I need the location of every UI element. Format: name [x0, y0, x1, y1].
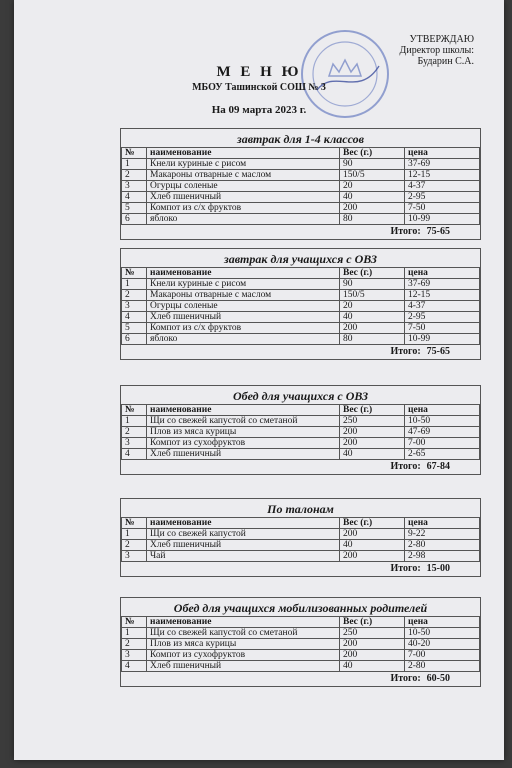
menu-section — [120, 498, 481, 577]
column-header-weight: Вес (г.) — [340, 518, 405, 529]
table-row — [122, 170, 480, 181]
column-header-no: № — [122, 518, 147, 529]
dish-weight: 200 — [340, 650, 405, 661]
column-header-price: цена — [405, 617, 480, 628]
dish-weight: 40 — [340, 312, 405, 323]
menu-section — [120, 248, 481, 360]
table-row — [122, 334, 480, 345]
dish-price: 10-99 — [405, 214, 480, 225]
dish-weight: 40 — [340, 540, 405, 551]
row-number: 6 — [122, 334, 147, 345]
table-row — [122, 203, 480, 214]
column-header-weight: Вес (г.) — [340, 148, 405, 159]
dish-weight: 150/5 — [340, 290, 405, 301]
total-label: Итого: — [390, 461, 421, 472]
table-header-row — [122, 148, 480, 159]
column-header-weight: Вес (г.) — [340, 268, 405, 279]
school-name: МБОУ Ташинской СОШ № 3 — [192, 82, 326, 93]
menu-table — [121, 616, 480, 672]
dish-weight: 200 — [340, 203, 405, 214]
dish-weight: 200 — [340, 438, 405, 449]
table-row — [122, 551, 480, 562]
dish-price: 12-15 — [405, 290, 480, 301]
total-label: Итого: — [390, 226, 421, 237]
section-title: По талонам — [267, 502, 334, 516]
dish-name: Макароны отварные с маслом — [147, 170, 340, 181]
row-number: 4 — [122, 661, 147, 672]
section-title: завтрак для учащихся с ОВЗ — [224, 252, 377, 266]
row-number: 4 — [122, 192, 147, 203]
dish-price: 37-69 — [405, 159, 480, 170]
total-value: 60-50 — [426, 673, 450, 684]
column-header-price: цена — [405, 268, 480, 279]
dish-name: Хлеб пшеничный — [147, 540, 340, 551]
dish-price: 2-95 — [405, 192, 480, 203]
dish-name: Хлеб пшеничный — [147, 312, 340, 323]
dish-price: 10-50 — [405, 416, 480, 427]
dish-weight: 90 — [340, 279, 405, 290]
dish-price: 47-69 — [405, 427, 480, 438]
column-header-name: наименование — [147, 617, 340, 628]
row-number: 3 — [122, 650, 147, 661]
row-number: 2 — [122, 540, 147, 551]
dish-price: 2-80 — [405, 540, 480, 551]
table-row — [122, 438, 480, 449]
dish-weight: 200 — [340, 323, 405, 334]
dish-price: 37-69 — [405, 279, 480, 290]
dish-price: 4-37 — [405, 301, 480, 312]
table-row — [122, 192, 480, 203]
menu-section — [120, 128, 481, 240]
dish-price: 40-20 — [405, 639, 480, 650]
section-title: завтрак для 1-4 классов — [237, 132, 364, 146]
table-row — [122, 323, 480, 334]
dish-name: яблоко — [147, 334, 340, 345]
dish-price: 7-50 — [405, 323, 480, 334]
section-total — [121, 225, 480, 239]
approval-position: Директор школы: — [399, 45, 474, 56]
table-header-row — [122, 405, 480, 416]
table-header-row — [122, 617, 480, 628]
dish-name: Чай — [147, 551, 340, 562]
row-number: 3 — [122, 551, 147, 562]
approval-block — [400, 34, 474, 67]
column-header-name: наименование — [147, 405, 340, 416]
row-number: 6 — [122, 214, 147, 225]
row-number: 2 — [122, 427, 147, 438]
row-number: 1 — [122, 628, 147, 639]
menu-table — [121, 147, 480, 225]
dish-weight: 80 — [340, 334, 405, 345]
dish-name: Щи со свежей капустой — [147, 529, 340, 540]
dish-weight: 90 — [340, 159, 405, 170]
column-header-price: цена — [405, 148, 480, 159]
dish-price: 2-65 — [405, 449, 480, 460]
dish-price: 2-98 — [405, 551, 480, 562]
column-header-no: № — [122, 617, 147, 628]
dish-price: 9-22 — [405, 529, 480, 540]
dish-price: 12-15 — [405, 170, 480, 181]
dish-weight: 80 — [340, 214, 405, 225]
table-row — [122, 661, 480, 672]
dish-weight: 200 — [340, 529, 405, 540]
section-total — [121, 460, 480, 474]
dish-weight: 150/5 — [340, 170, 405, 181]
dish-price: 10-99 — [405, 334, 480, 345]
dish-name: Щи со свежей капустой со сметаной — [147, 416, 340, 427]
column-header-name: наименование — [147, 518, 340, 529]
total-value: 67-84 — [426, 461, 450, 472]
dish-price: 7-00 — [405, 438, 480, 449]
column-header-no: № — [122, 148, 147, 159]
dish-weight: 40 — [340, 192, 405, 203]
table-row — [122, 290, 480, 301]
row-number: 2 — [122, 639, 147, 650]
dish-price: 4-37 — [405, 181, 480, 192]
table-row — [122, 540, 480, 551]
dish-weight: 250 — [340, 416, 405, 427]
row-number: 5 — [122, 203, 147, 214]
dish-price: 2-95 — [405, 312, 480, 323]
dish-name: Щи со свежей капустой со сметаной — [147, 628, 340, 639]
row-number: 1 — [122, 529, 147, 540]
column-header-no: № — [122, 405, 147, 416]
table-row — [122, 301, 480, 312]
column-header-no: № — [122, 268, 147, 279]
page-title: М Е Н Ю — [216, 64, 302, 80]
section-total — [121, 562, 480, 576]
row-number: 3 — [122, 181, 147, 192]
column-header-price: цена — [405, 518, 480, 529]
column-header-weight: Вес (г.) — [340, 617, 405, 628]
menu-document — [14, 0, 504, 760]
total-label: Итого: — [390, 346, 421, 357]
table-row — [122, 279, 480, 290]
table-row — [122, 628, 480, 639]
menu-date: На 09 марта 2023 г. — [211, 104, 307, 116]
dish-name: Хлеб пшеничный — [147, 192, 340, 203]
dish-price: 2-80 — [405, 661, 480, 672]
dish-name: Компот из с/х фруктов — [147, 323, 340, 334]
row-number: 2 — [122, 290, 147, 301]
dish-name: Макароны отварные с маслом — [147, 290, 340, 301]
table-row — [122, 650, 480, 661]
dish-price: 7-00 — [405, 650, 480, 661]
dish-weight: 200 — [340, 551, 405, 562]
dish-weight: 20 — [340, 181, 405, 192]
menu-table — [121, 517, 480, 562]
menu-table — [121, 404, 480, 460]
total-value: 15-00 — [426, 563, 450, 574]
table-row — [122, 449, 480, 460]
table-row — [122, 639, 480, 650]
section-title: Обед для учащихся с ОВЗ — [232, 389, 369, 403]
dish-weight: 40 — [340, 449, 405, 460]
dish-name: Плов из мяса курицы — [147, 639, 340, 650]
row-number: 5 — [122, 323, 147, 334]
dish-weight: 20 — [340, 301, 405, 312]
row-number: 4 — [122, 449, 147, 460]
row-number: 1 — [122, 279, 147, 290]
dish-name: Кнели куриные с рисом — [147, 159, 340, 170]
approval-title: УТВЕРЖДАЮ — [409, 34, 474, 45]
dish-name: Компот из сухофруктов — [147, 650, 340, 661]
column-header-name: наименование — [147, 148, 340, 159]
table-row — [122, 312, 480, 323]
row-number: 4 — [122, 312, 147, 323]
row-number: 3 — [122, 301, 147, 312]
row-number: 2 — [122, 170, 147, 181]
dish-name: Огурцы соленые — [147, 301, 340, 312]
table-row — [122, 529, 480, 540]
menu-section — [120, 597, 481, 687]
total-label: Итого: — [390, 673, 421, 684]
menu-table — [121, 267, 480, 345]
table-row — [122, 416, 480, 427]
section-total — [121, 345, 480, 359]
table-row — [122, 427, 480, 438]
column-header-weight: Вес (г.) — [340, 405, 405, 416]
dish-weight: 200 — [340, 639, 405, 650]
approval-signer: Бударин С.А. — [417, 56, 474, 67]
row-number: 1 — [122, 416, 147, 427]
dish-name: Компот из с/х фруктов — [147, 203, 340, 214]
section-title: Обед для учащихся мобилизованных родителей — [173, 601, 428, 615]
dish-weight: 40 — [340, 661, 405, 672]
row-number: 3 — [122, 438, 147, 449]
dish-name: яблоко — [147, 214, 340, 225]
dish-name: Хлеб пшеничный — [147, 661, 340, 672]
section-total — [121, 672, 480, 686]
dish-name: Кнели куриные с рисом — [147, 279, 340, 290]
table-row — [122, 181, 480, 192]
dish-name: Плов из мяса курицы — [147, 427, 340, 438]
dish-weight: 200 — [340, 427, 405, 438]
column-header-name: наименование — [147, 268, 340, 279]
dish-name: Огурцы соленые — [147, 181, 340, 192]
dish-weight: 250 — [340, 628, 405, 639]
total-label: Итого: — [390, 563, 421, 574]
table-row — [122, 159, 480, 170]
row-number: 1 — [122, 159, 147, 170]
dish-price: 7-50 — [405, 203, 480, 214]
dish-name: Хлеб пшеничный — [147, 449, 340, 460]
menu-section — [120, 385, 481, 475]
table-header-row — [122, 518, 480, 529]
column-header-price: цена — [405, 405, 480, 416]
dish-price: 10-50 — [405, 628, 480, 639]
table-row — [122, 214, 480, 225]
total-value: 75-65 — [426, 346, 450, 357]
total-value: 75-65 — [426, 226, 450, 237]
table-header-row — [122, 268, 480, 279]
dish-name: Компот из сухофруктов — [147, 438, 340, 449]
